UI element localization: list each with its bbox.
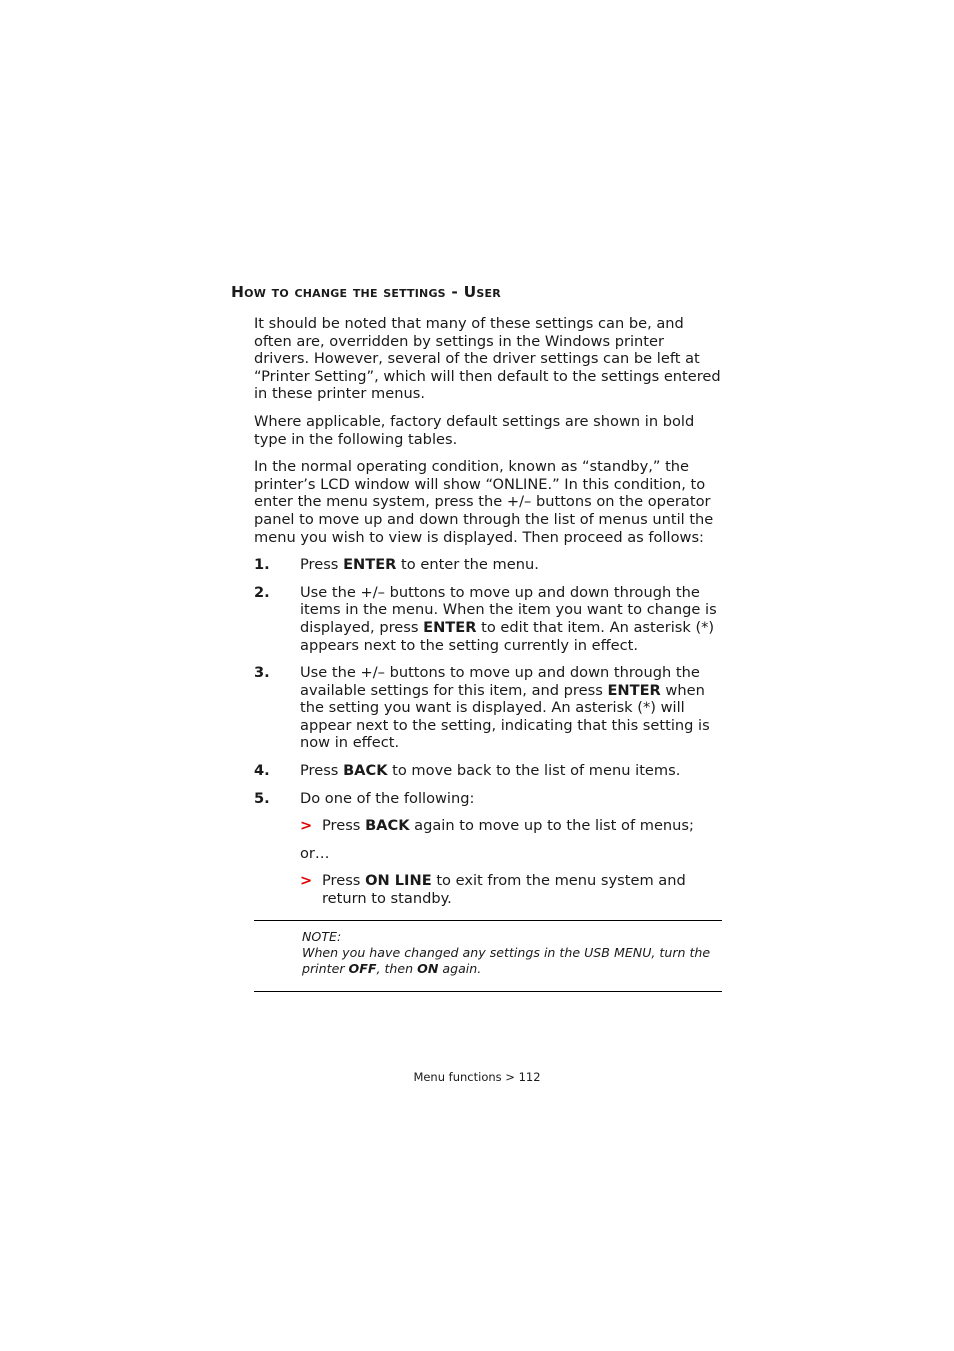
note-text-part: again.: [438, 961, 482, 976]
step-text: Press: [300, 762, 344, 780]
note-text-part: When you have changed any settings in the USB MENU, turn the printer: [302, 945, 711, 976]
step-keyword: ENTER: [607, 681, 661, 699]
step-text: Use the +/– buttons to move up and down through the available settings for this item, and press: [300, 664, 700, 699]
step-text: Use the +/– buttons to move up and down through the items in the menu. When the item you want to change is displayed, press: [300, 583, 717, 636]
paragraph: Where applicable, factory default settings are shown in bold type in the following tables.: [254, 412, 695, 448]
section-heading: How to change the settings - User: [231, 283, 501, 301]
step-5: [254, 790, 722, 808]
step-text: when the setting you want is displayed. An asterisk (*) will appear next to the setting, indicating that this setting is now in effect.: [300, 681, 710, 752]
step-1: [254, 556, 722, 574]
sub-item-keyword: BACK: [365, 817, 410, 835]
step-number: 3.: [254, 664, 270, 682]
step-keyword: ENTER: [343, 556, 397, 574]
step-keyword: BACK: [343, 762, 388, 780]
section-body: [254, 315, 722, 918]
sub-item-text: Press: [322, 872, 366, 890]
arrow-bullet-icon: >: [300, 872, 313, 890]
sub-item-back: [300, 817, 722, 835]
note-label: NOTE:: [302, 929, 342, 944]
step-text: Do one of the following:: [300, 789, 475, 807]
note-box: [254, 920, 722, 992]
step-4: [254, 762, 722, 780]
sub-item-text: again to move up to the list of menus;: [409, 817, 694, 835]
sub-item-online: [300, 872, 722, 907]
step-number: 2.: [254, 583, 270, 601]
note-text: [302, 945, 712, 977]
step-number: 5.: [254, 789, 270, 807]
note-content: [302, 929, 712, 977]
note-text-part: , then: [376, 961, 418, 976]
or-text: or…: [300, 844, 330, 862]
step-2: [254, 584, 722, 654]
sub-item-text: to exit from the menu system and return to standby.: [322, 872, 686, 908]
page-footer: Menu functions > 112: [413, 1070, 541, 1084]
step-number: 1.: [254, 556, 270, 574]
step-text: to enter the menu.: [396, 556, 539, 574]
step-text: to move back to the list of menu items.: [387, 762, 681, 780]
paragraph: In the normal operating condition, known as “standby,” the printer’s LCD window will show “ONLINE.” In this condition, to enter the menu system, press the +/– buttons on the operator panel to move up and down through the list of menus until the menu you wish to view is displayed. Then proceed as follows:: [254, 458, 714, 546]
step-text: Press: [300, 556, 344, 574]
sub-item-text: Press: [322, 817, 366, 835]
paragraph: It should be noted that many of these settings can be, and often are, overridden by settings in the Windows printer drivers. However, several of the driver settings can be left at “Printer Setting”, which will then default to the settings entered in these printer menus.: [254, 315, 721, 403]
step-keyword: ENTER: [423, 618, 477, 636]
arrow-bullet-icon: >: [300, 817, 313, 835]
step-number: 4.: [254, 762, 270, 780]
sub-item-keyword: ON LINE: [365, 872, 432, 890]
step-3: [254, 664, 722, 752]
note-keyword: OFF: [348, 961, 377, 976]
step-text: to edit that item. An asterisk (*) appears next to the setting currently in effect.: [300, 618, 715, 654]
note-keyword: ON: [417, 961, 439, 976]
